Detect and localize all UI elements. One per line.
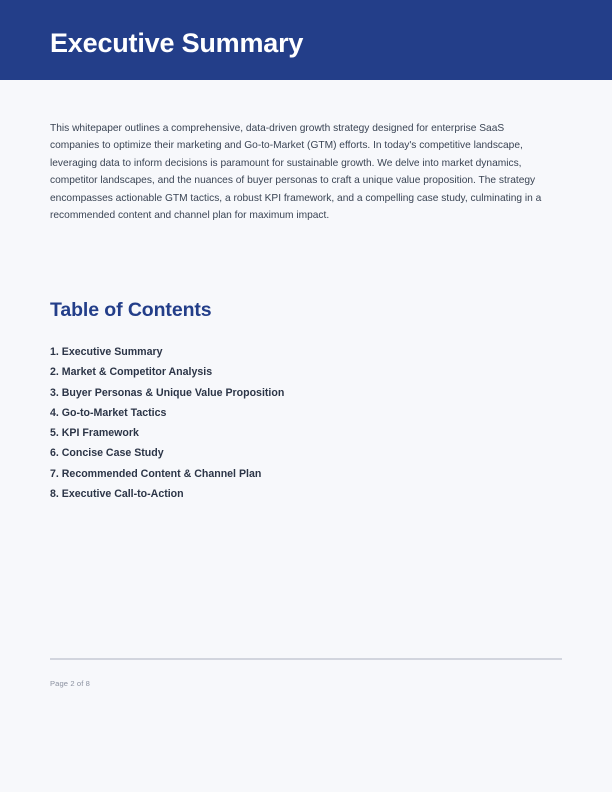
- table-of-contents-section: [50, 298, 562, 504]
- toc-item-buyer-personas-uvp[interactable]: [50, 383, 562, 403]
- toc-item-label: 4. Go-to-Market Tactics: [50, 406, 167, 419]
- toc-item-recommended-content-channel-plan[interactable]: [50, 464, 562, 484]
- toc-item-label: 5. KPI Framework: [50, 427, 139, 440]
- toc-item-label: 8. Executive Call-to-Action: [50, 488, 184, 501]
- toc-item-go-to-market-tactics[interactable]: [50, 403, 562, 423]
- toc-item-market-competitor-analysis[interactable]: [50, 362, 562, 382]
- page-header-band: [0, 0, 612, 80]
- toc-item-kpi-framework[interactable]: [50, 423, 562, 443]
- footer-divider: [50, 658, 562, 660]
- intro-section: [50, 120, 562, 224]
- toc-item-concise-case-study[interactable]: [50, 443, 562, 463]
- page-footer: [50, 658, 562, 689]
- page-title: Executive Summary: [50, 28, 304, 58]
- table-of-contents-heading: Table of Contents: [50, 299, 212, 321]
- page-number-label: Page 2 of 8: [50, 679, 90, 688]
- table-of-contents-list: [50, 342, 562, 504]
- toc-item-label: 6. Concise Case Study: [50, 447, 164, 460]
- toc-item-label: 3. Buyer Personas & Unique Value Proposition: [50, 386, 285, 399]
- toc-item-label: 7. Recommended Content & Channel Plan: [50, 467, 262, 480]
- toc-item-executive-summary[interactable]: [50, 342, 562, 362]
- toc-item-label: 2. Market & Competitor Analysis: [50, 366, 213, 379]
- toc-item-executive-call-to-action[interactable]: [50, 484, 562, 504]
- intro-paragraph: This whitepaper outlines a comprehensive, data-driven growth strategy designed for enterprise SaaS companies to optimize their marketing and Go-to-Market (GTM) efforts. In today's competitive landscape, leveraging data to inform decisions is paramount for sustainable growth. We delve into market dynamics, competitor landscapes, and the nuances of buyer personas to craft a unique value proposition. The strategy encompasses actionable GTM tactics, a robust KPI framework, and a compelling case study, culminating in a recommended content and channel plan for maximum impact.: [50, 123, 542, 222]
- toc-item-label: 1. Executive Summary: [50, 346, 163, 358]
